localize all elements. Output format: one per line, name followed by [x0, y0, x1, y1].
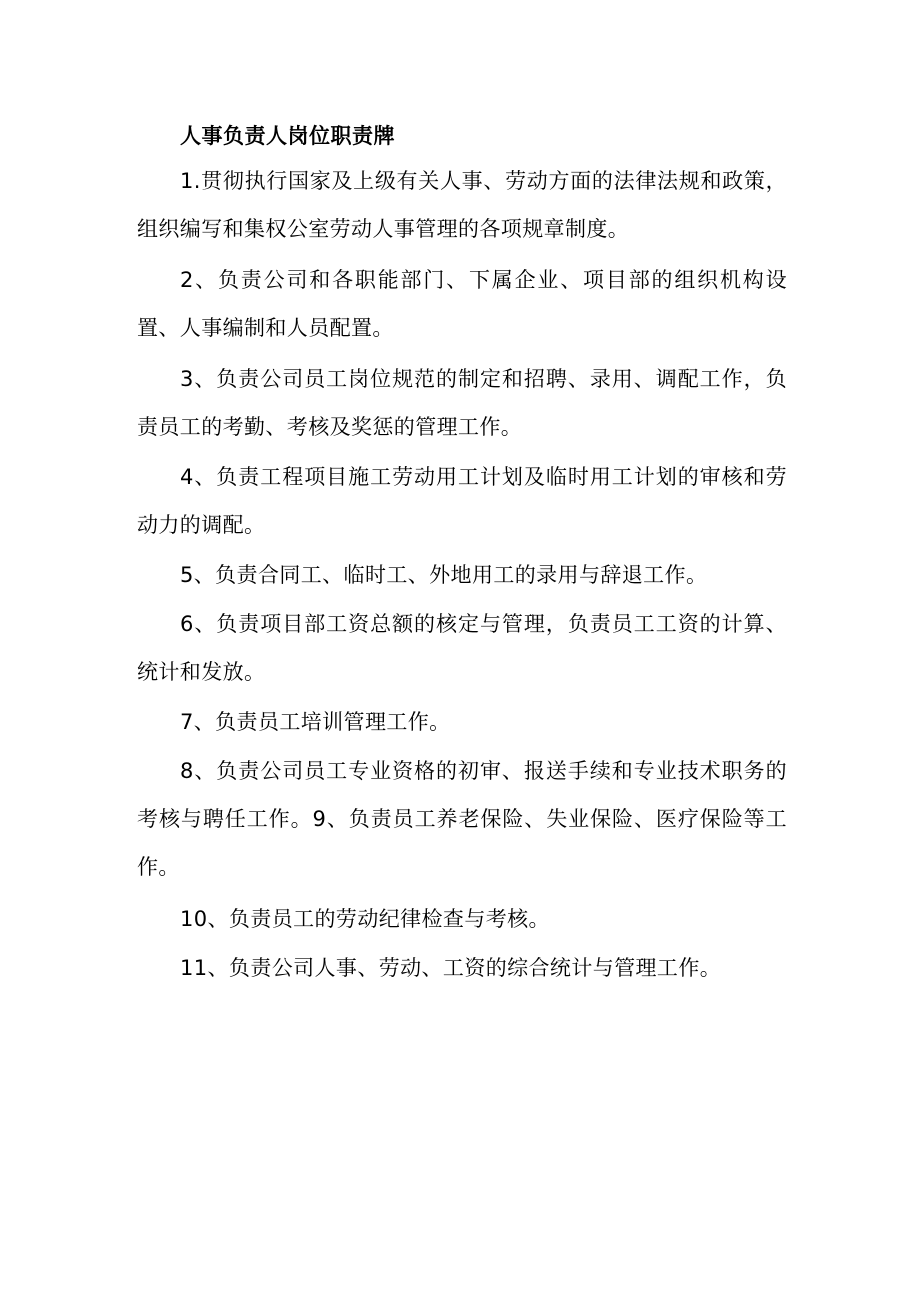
paragraph-item-1: 1.贯彻执行国家及上级有关人事、劳动方面的法律法规和政策，组织编写和集权公室劳动人事管理的各项规章制度。	[137, 169, 787, 241]
paragraph-item-2: 2、负责公司和各职能部门、下属企业、项目部的组织机构设置、人事编制和人员配置。	[137, 268, 787, 340]
document-title: 人事负责人岗位职责牌	[180, 124, 395, 148]
paragraph-item-7: 7、负责员工培训管理工作。	[180, 710, 451, 734]
paragraph-item-10: 10、负责员工的劳动纪律检查与考核。	[180, 907, 550, 931]
paragraph-item-4: 4、负责工程项目施工劳动用工计划及临时用工计划的审核和劳动力的调配。	[137, 465, 787, 537]
paragraph-item-6: 6、负责项目部工资总额的核定与管理，负责员工工资的计算、统计和发放。	[137, 612, 787, 684]
paragraph-item-3: 3、负责公司员工岗位规范的制定和招聘、录用、调配工作，负责员工的考勤、考核及奖惩的管理工作。	[137, 367, 787, 439]
paragraph-item-5: 5、负责合同工、临时工、外地用工的录用与辞退工作。	[180, 563, 708, 587]
paragraph-item-8: 8、负责公司员工专业资格的初审、报送手续和专业技术职务的考核与聘任工作。9、负责员工养老保险、失业保险、医疗保险等工作。	[137, 759, 787, 879]
paragraph-item-11: 11、负责公司人事、劳动、工资的综合统计与管理工作。	[180, 956, 722, 980]
